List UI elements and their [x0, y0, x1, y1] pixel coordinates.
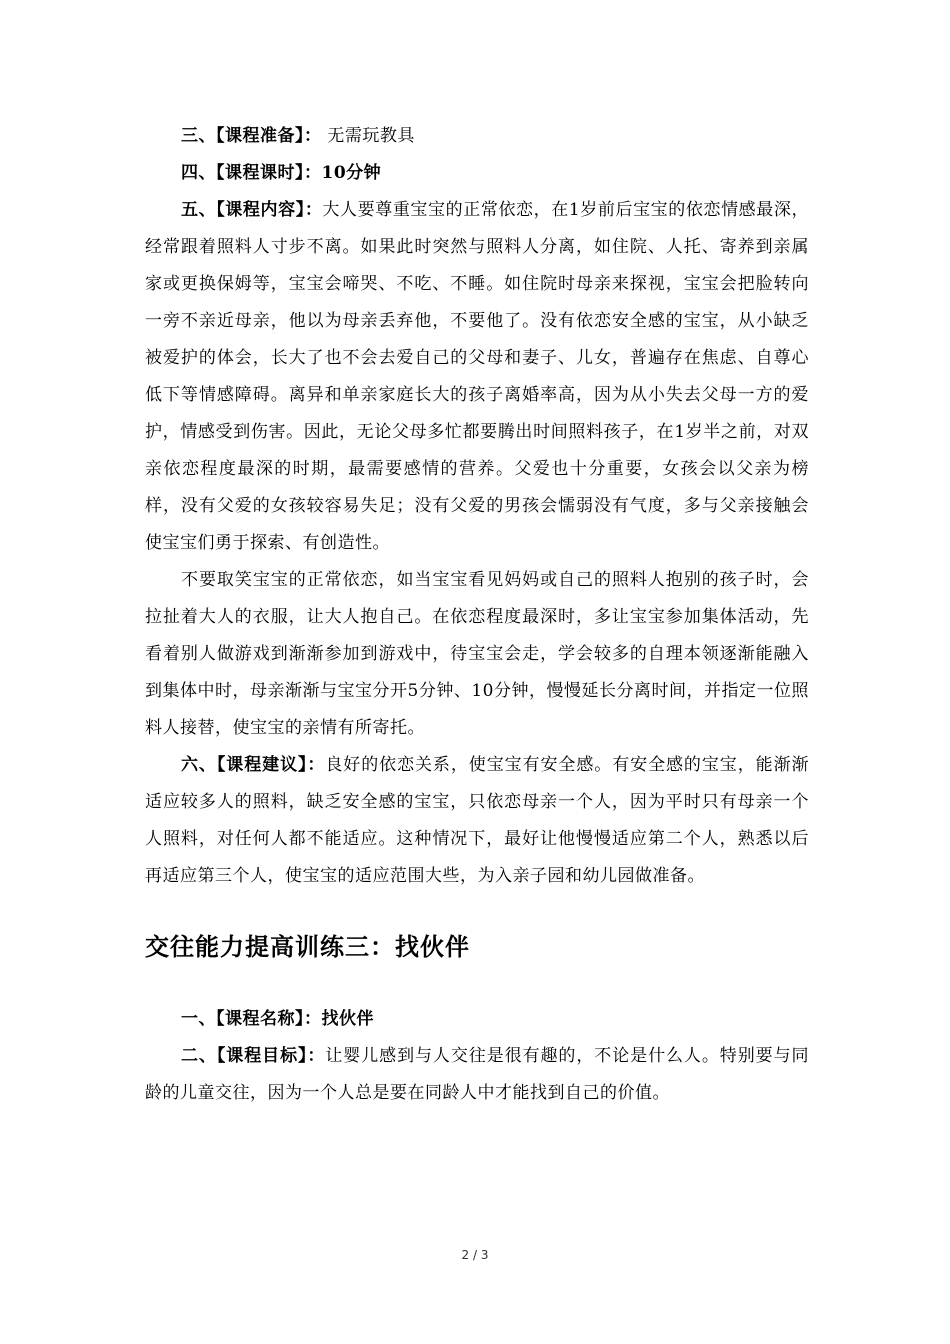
course-duration-label: 四、【课程课时】：	[181, 163, 322, 183]
course-duration-text: 10分钟	[321, 163, 382, 183]
course-content-paragraph-2	[145, 562, 809, 747]
course-goal-label: 二、【课程目标】：	[181, 1046, 326, 1066]
course-content-paragraph	[145, 192, 809, 562]
course-prep-label: 三、【课程准备】：	[181, 126, 322, 146]
course-content-text-2: 不要取笑宝宝的正常依恋，如当宝宝看见妈妈或自己的照料人抱别的孩子时，会拉扯着大人的衣服，让大人抱自己。在依恋程度最深时，多让宝宝参加集体活动，先看着别人做游戏到渐渐参加到游戏中，待宝宝会走，学会较多的自理本领逐渐能融入到集体中时，母亲渐渐与宝宝分开5分钟、10分钟，慢慢延长分离时间，并指定一位照料人接替，使宝宝的亲情有所寄托。	[145, 570, 809, 738]
course-name-text: 找伙伴	[321, 1009, 374, 1029]
course-name-paragraph	[145, 1001, 809, 1038]
course-goal-paragraph	[145, 1038, 809, 1112]
course-advice-label: 六、【课程建议】：	[181, 755, 326, 775]
course-advice-paragraph	[145, 747, 809, 895]
course-name-label: 一、【课程名称】：	[181, 1009, 322, 1029]
section-heading: 交往能力提高训练三：找伙伴	[145, 933, 470, 961]
course-prep-paragraph	[145, 118, 809, 155]
course-goal-text: 让婴儿感到与人交往是很有趣的，不论是什么人。特别要与同龄的儿童交往，因为一个人总是要在同龄人中才能找到自己的价值。	[145, 1046, 810, 1103]
course-content-text: 大人要尊重宝宝的正常依恋，在1岁前后宝宝的依恋情感最深，经常跟着照料人寸步不离。如果此时突然与照料人分离，如住院、人托、寄养到亲属家或更换保姆等，宝宝会啼哭、不吃、不睡。如住院时母亲来探视，宝宝会把脸转向一旁不亲近母亲，他以为母亲丢弃他，不要他了。没有依恋安全感的宝宝，从小缺乏被爱护的体会，长大了也不会去爱自己的父母和妻子、儿女，普遍存在焦虑、自尊心低下等情感障碍。离异和单亲家庭长大的孩子离婚率高，因为从小失去父母一方的爱护，情感受到伤害。因此，无论父母多忙都要腾出时间照料孩子，在1岁半之前，对双亲依恋程度最深的时期，最需要感情的营养。父爱也十分重要，女孩会以父亲为榜样，没有父爱的女孩较容易失足；没有父爱的男孩会懦弱没有气度，多与父亲接触会使宝宝们勇于探索、有创造性。	[145, 200, 809, 553]
course-advice-text: 良好的依恋关系，使宝宝有安全感。有安全感的宝宝，能渐渐适应较多人的照料，缺乏安全感的宝宝，只依恋母亲一个人，因为平时只有母亲一个人照料，对任何人都不能适应。这种情况下，最好让他慢慢适应第二个人，熟悉以后再适应第三个人，使宝宝的适应范围大些，为入亲子园和幼儿园做准备。	[145, 755, 810, 886]
page-content	[145, 118, 809, 1112]
course-content-label: 五、【课程内容】：	[181, 200, 323, 220]
course-prep-text: 无需玩教具	[321, 126, 415, 146]
course-duration-paragraph	[145, 155, 809, 192]
page-number: 2 / 3	[461, 1248, 489, 1262]
